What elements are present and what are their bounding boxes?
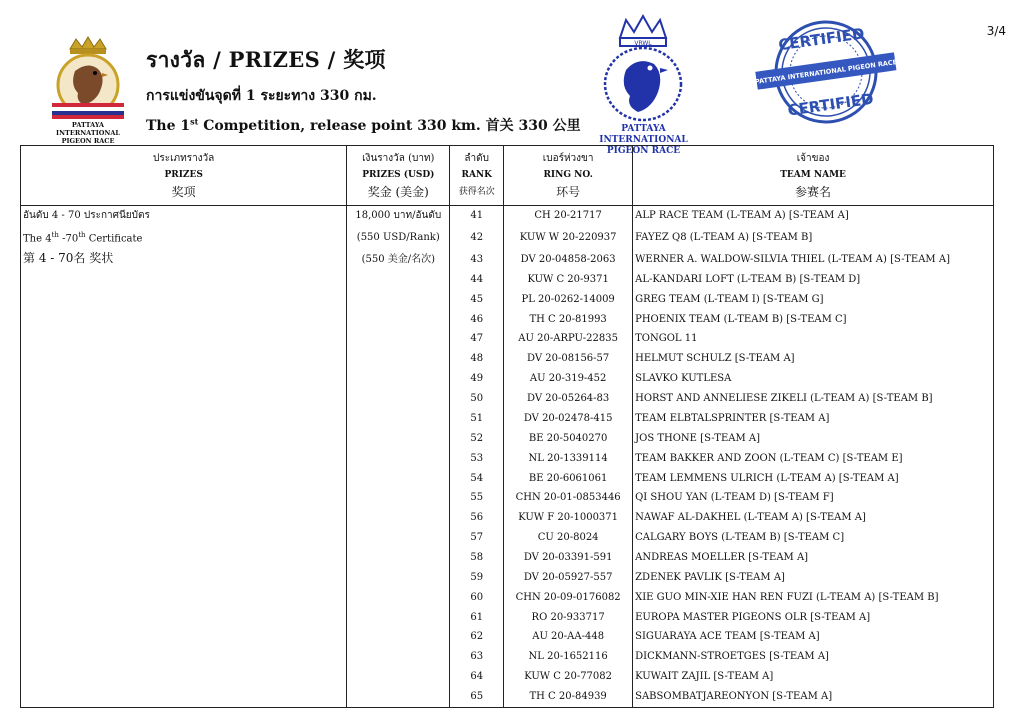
ring-no-cell: DV 20-03391-591 [504, 548, 633, 568]
team-name-cell: HORST AND ANNELIESE ZIKELI (L-TEAM A) [S-TEAM B] [633, 389, 994, 409]
pattaya-pigeon-race-logo [40, 35, 136, 145]
left-logo-caption-1: PATTAYA INTERNATIONAL [56, 121, 120, 137]
prize-amount-cell: (550 USD/Rank) [347, 226, 450, 249]
prize-cell: อันดับ 4 - 70 ประกาศนียบัตร [21, 206, 347, 226]
prize-cell [21, 627, 347, 647]
ring-no-cell: KUW C 20-9371 [504, 270, 633, 290]
header [146, 44, 581, 135]
team-name-cell: SLAVKO KUTLESA [633, 369, 994, 389]
rank-cell: 64 [450, 667, 504, 687]
ring-no-cell: TH C 20-81993 [504, 310, 633, 330]
ring-no-cell: CU 20-8024 [504, 528, 633, 548]
rank-cell: 48 [450, 349, 504, 369]
table-row [21, 568, 994, 588]
table-row [21, 389, 994, 409]
prize-amount-cell [347, 369, 450, 389]
table-row [21, 548, 994, 568]
team-name-cell: JOS THONE [S-TEAM A] [633, 429, 994, 449]
rank-cell: 52 [450, 429, 504, 449]
rank-cell: 61 [450, 608, 504, 628]
team-name-cell: TEAM LEMMENS ULRICH (L-TEAM A) [S-TEAM A] [633, 469, 994, 489]
table-row [21, 270, 994, 290]
ring-no-cell: CH 20-21717 [504, 206, 633, 226]
team-name-cell: FAYEZ Q8 (L-TEAM A) [S-TEAM B] [633, 226, 994, 249]
prize-cell [21, 488, 347, 508]
table-row [21, 206, 994, 226]
certified-stamp-icon [752, 16, 900, 128]
ring-no-cell: KUW C 20-77082 [504, 667, 633, 687]
table-row [21, 488, 994, 508]
prize-amount-cell [347, 469, 450, 489]
rank-cell: 42 [450, 226, 504, 249]
rank-cell: 53 [450, 449, 504, 469]
ring-no-cell: NL 20-1339114 [504, 449, 633, 469]
table-row [21, 469, 994, 489]
center-crest-logo [576, 12, 711, 156]
rank-cell: 54 [450, 469, 504, 489]
team-name-cell: TEAM ELBTALSPRINTER [S-TEAM A] [633, 409, 994, 429]
prize-cell [21, 548, 347, 568]
table-row [21, 329, 994, 349]
team-name-cell: NAWAF AL-DAKHEL (L-TEAM A) [S-TEAM A] [633, 508, 994, 528]
team-name-cell: QI SHOU YAN (L-TEAM D) [S-TEAM F] [633, 488, 994, 508]
prize-amount-cell: 18,000 บาท/อันดับ [347, 206, 450, 226]
prize-cell [21, 687, 347, 707]
prize-cell [21, 310, 347, 330]
prize-amount-cell [347, 329, 450, 349]
rank-cell: 65 [450, 687, 504, 707]
table-row [21, 429, 994, 449]
prize-cell [21, 647, 347, 667]
team-name-cell: WERNER A. WALDOW-SILVIA THIEL (L-TEAM A) [S-TEAM A] [633, 249, 994, 270]
rank-cell: 58 [450, 548, 504, 568]
ring-no-cell: KUW F 20-1000371 [504, 508, 633, 528]
team-name-cell: ALP RACE TEAM (L-TEAM A) [S-TEAM A] [633, 206, 994, 226]
ring-no-cell: BE 20-6061061 [504, 469, 633, 489]
page-title: รางวัล / PRIZES / 奖项 [146, 47, 386, 72]
table-row [21, 449, 994, 469]
prize-amount-cell [347, 349, 450, 369]
table-row [21, 687, 994, 707]
rank-cell: 41 [450, 206, 504, 226]
table-row [21, 409, 994, 429]
table-row [21, 528, 994, 548]
prize-amount-cell [347, 548, 450, 568]
column-header-prize-amount: เงินรางวัล (บาท) PRIZES (USD) 奖金 (美金) [347, 146, 450, 206]
table-header-row [21, 146, 994, 206]
team-name-cell: AL-KANDARI LOFT (L-TEAM B) [S-TEAM D] [633, 270, 994, 290]
svg-text:CERTIFIED: CERTIFIED [777, 24, 866, 55]
column-header-team-name: เจ้าของ TEAM NAME 参赛名 [633, 146, 994, 206]
team-name-cell: TONGOL 11 [633, 329, 994, 349]
prize-cell [21, 469, 347, 489]
page-number: 3/4 [986, 24, 1006, 38]
ring-no-cell: RO 20-933717 [504, 608, 633, 628]
table-row [21, 226, 994, 249]
rank-cell: 44 [450, 270, 504, 290]
prize-cell [21, 290, 347, 310]
center-logo-caption-2: PIGEON RACE [606, 146, 681, 156]
rank-cell: 62 [450, 627, 504, 647]
prize-amount-cell: (550 美金/名次) [347, 249, 450, 270]
column-header-rank: ลำดับ RANK 获得名次 [450, 146, 504, 206]
prize-cell [21, 528, 347, 548]
ring-no-cell: PL 20-0262-14009 [504, 290, 633, 310]
ring-no-cell: AU 20-AA-448 [504, 627, 633, 647]
table-row [21, 249, 994, 270]
prize-amount-cell [347, 528, 450, 548]
prize-cell [21, 369, 347, 389]
pigeon-crest-icon [40, 35, 136, 121]
column-header-ring-no: เบอร์ห่วงขา RING NO. 环号 [504, 146, 633, 206]
ring-no-cell: DV 20-08156-57 [504, 349, 633, 369]
team-name-cell: GREG TEAM (L-TEAM I) [S-TEAM G] [633, 290, 994, 310]
rank-cell: 49 [450, 369, 504, 389]
prize-cell: 第 4 - 70名 奖状 [21, 249, 347, 270]
svg-text:CERTIFIED: CERTIFIED [786, 89, 875, 120]
table-row [21, 310, 994, 330]
prize-amount-cell [347, 449, 450, 469]
prize-cell [21, 349, 347, 369]
team-name-cell: SIGUARAYA ACE TEAM [S-TEAM A] [633, 627, 994, 647]
prize-amount-cell [347, 488, 450, 508]
ring-no-cell: TH C 20-84939 [504, 687, 633, 707]
prize-amount-cell [347, 667, 450, 687]
table-row [21, 667, 994, 687]
svg-text:VRWL: VRWL [634, 40, 652, 47]
prize-cell [21, 568, 347, 588]
prize-amount-cell [347, 389, 450, 409]
prize-amount-cell [347, 429, 450, 449]
rank-cell: 59 [450, 568, 504, 588]
ring-no-cell: DV 20-05264-83 [504, 389, 633, 409]
rank-cell: 45 [450, 290, 504, 310]
rank-cell: 47 [450, 329, 504, 349]
ring-no-cell: CHN 20-09-0176082 [504, 588, 633, 608]
prize-amount-cell [347, 608, 450, 628]
team-name-cell: DICKMANN-STROETGES [S-TEAM A] [633, 647, 994, 667]
ring-no-cell: AU 20-ARPU-22835 [504, 329, 633, 349]
center-logo-caption-1: PATTAYA INTERNATIONAL [599, 124, 688, 145]
prize-cell [21, 329, 347, 349]
team-name-cell: ZDENEK PAVLIK [S-TEAM A] [633, 568, 994, 588]
prize-cell [21, 270, 347, 290]
prize-cell [21, 608, 347, 628]
team-name-cell: PHOENIX TEAM (L-TEAM B) [S-TEAM C] [633, 310, 994, 330]
prize-cell [21, 409, 347, 429]
team-name-cell: CALGARY BOYS (L-TEAM B) [S-TEAM C] [633, 528, 994, 548]
prize-cell [21, 588, 347, 608]
prize-amount-cell [347, 687, 450, 707]
rank-cell: 50 [450, 389, 504, 409]
rank-cell: 56 [450, 508, 504, 528]
table-row [21, 627, 994, 647]
ring-no-cell: DV 20-02478-415 [504, 409, 633, 429]
team-name-cell: XIE GUO MIN-XIE HAN REN FUZI (L-TEAM A) [S-TEAM B] [633, 588, 994, 608]
table-row [21, 647, 994, 667]
rank-cell: 57 [450, 528, 504, 548]
ring-no-cell: AU 20-319-452 [504, 369, 633, 389]
prize-cell [21, 667, 347, 687]
team-name-cell: SABSOMBATJAREONYON [S-TEAM A] [633, 687, 994, 707]
certified-stamp [752, 16, 900, 128]
table-row [21, 608, 994, 628]
column-header-prizes: ประเภทรางวัล PRIZES 奖项 [21, 146, 347, 206]
prize-amount-cell [347, 647, 450, 667]
prize-amount-cell [347, 627, 450, 647]
table-row [21, 588, 994, 608]
prize-amount-cell [347, 290, 450, 310]
subtitle-thai: การแข่งขันจุดที่ 1 ระยะทาง 330 กม. [146, 88, 377, 104]
ring-no-cell: CHN 20-01-0853446 [504, 488, 633, 508]
prize-cell [21, 389, 347, 409]
team-name-cell: TEAM BAKKER AND ZOON (L-TEAM C) [S-TEAM E] [633, 449, 994, 469]
prize-cell [21, 449, 347, 469]
ring-no-cell: DV 20-04858-2063 [504, 249, 633, 270]
prize-amount-cell [347, 409, 450, 429]
ring-no-cell: BE 20-5040270 [504, 429, 633, 449]
svg-text:PATTAYA INTERNATIONAL PIGEON R: PATTAYA INTERNATIONAL PIGEON RACE [754, 58, 898, 86]
left-logo-caption-2: PIGEON RACE [61, 137, 115, 145]
crown-pigeon-icon [576, 12, 711, 124]
rank-cell: 51 [450, 409, 504, 429]
rank-cell: 46 [450, 310, 504, 330]
ring-no-cell: NL 20-1652116 [504, 647, 633, 667]
table-row [21, 290, 994, 310]
prize-cell [21, 508, 347, 528]
prize-amount-cell [347, 588, 450, 608]
prize-amount-cell [347, 270, 450, 290]
rank-cell: 55 [450, 488, 504, 508]
rank-cell: 60 [450, 588, 504, 608]
prize-amount-cell [347, 568, 450, 588]
prize-cell: The 4th -70th Certificate [21, 226, 347, 249]
team-name-cell: EUROPA MASTER PIGEONS OLR [S-TEAM A] [633, 608, 994, 628]
prizes-table [20, 145, 994, 708]
rank-cell: 63 [450, 647, 504, 667]
table-row [21, 349, 994, 369]
prize-cell [21, 429, 347, 449]
table-row [21, 508, 994, 528]
ring-no-cell: DV 20-05927-557 [504, 568, 633, 588]
prize-amount-cell [347, 508, 450, 528]
subtitle-english: The 1st Competition, release point 330 km. 首关 330 公里 [146, 116, 581, 134]
team-name-cell: HELMUT SCHULZ [S-TEAM A] [633, 349, 994, 369]
rank-cell: 43 [450, 249, 504, 270]
table-row [21, 369, 994, 389]
team-name-cell: KUWAIT ZAJIL [S-TEAM A] [633, 667, 994, 687]
team-name-cell: ANDREAS MOELLER [S-TEAM A] [633, 548, 994, 568]
ring-no-cell: KUW W 20-220937 [504, 226, 633, 249]
prize-amount-cell [347, 310, 450, 330]
